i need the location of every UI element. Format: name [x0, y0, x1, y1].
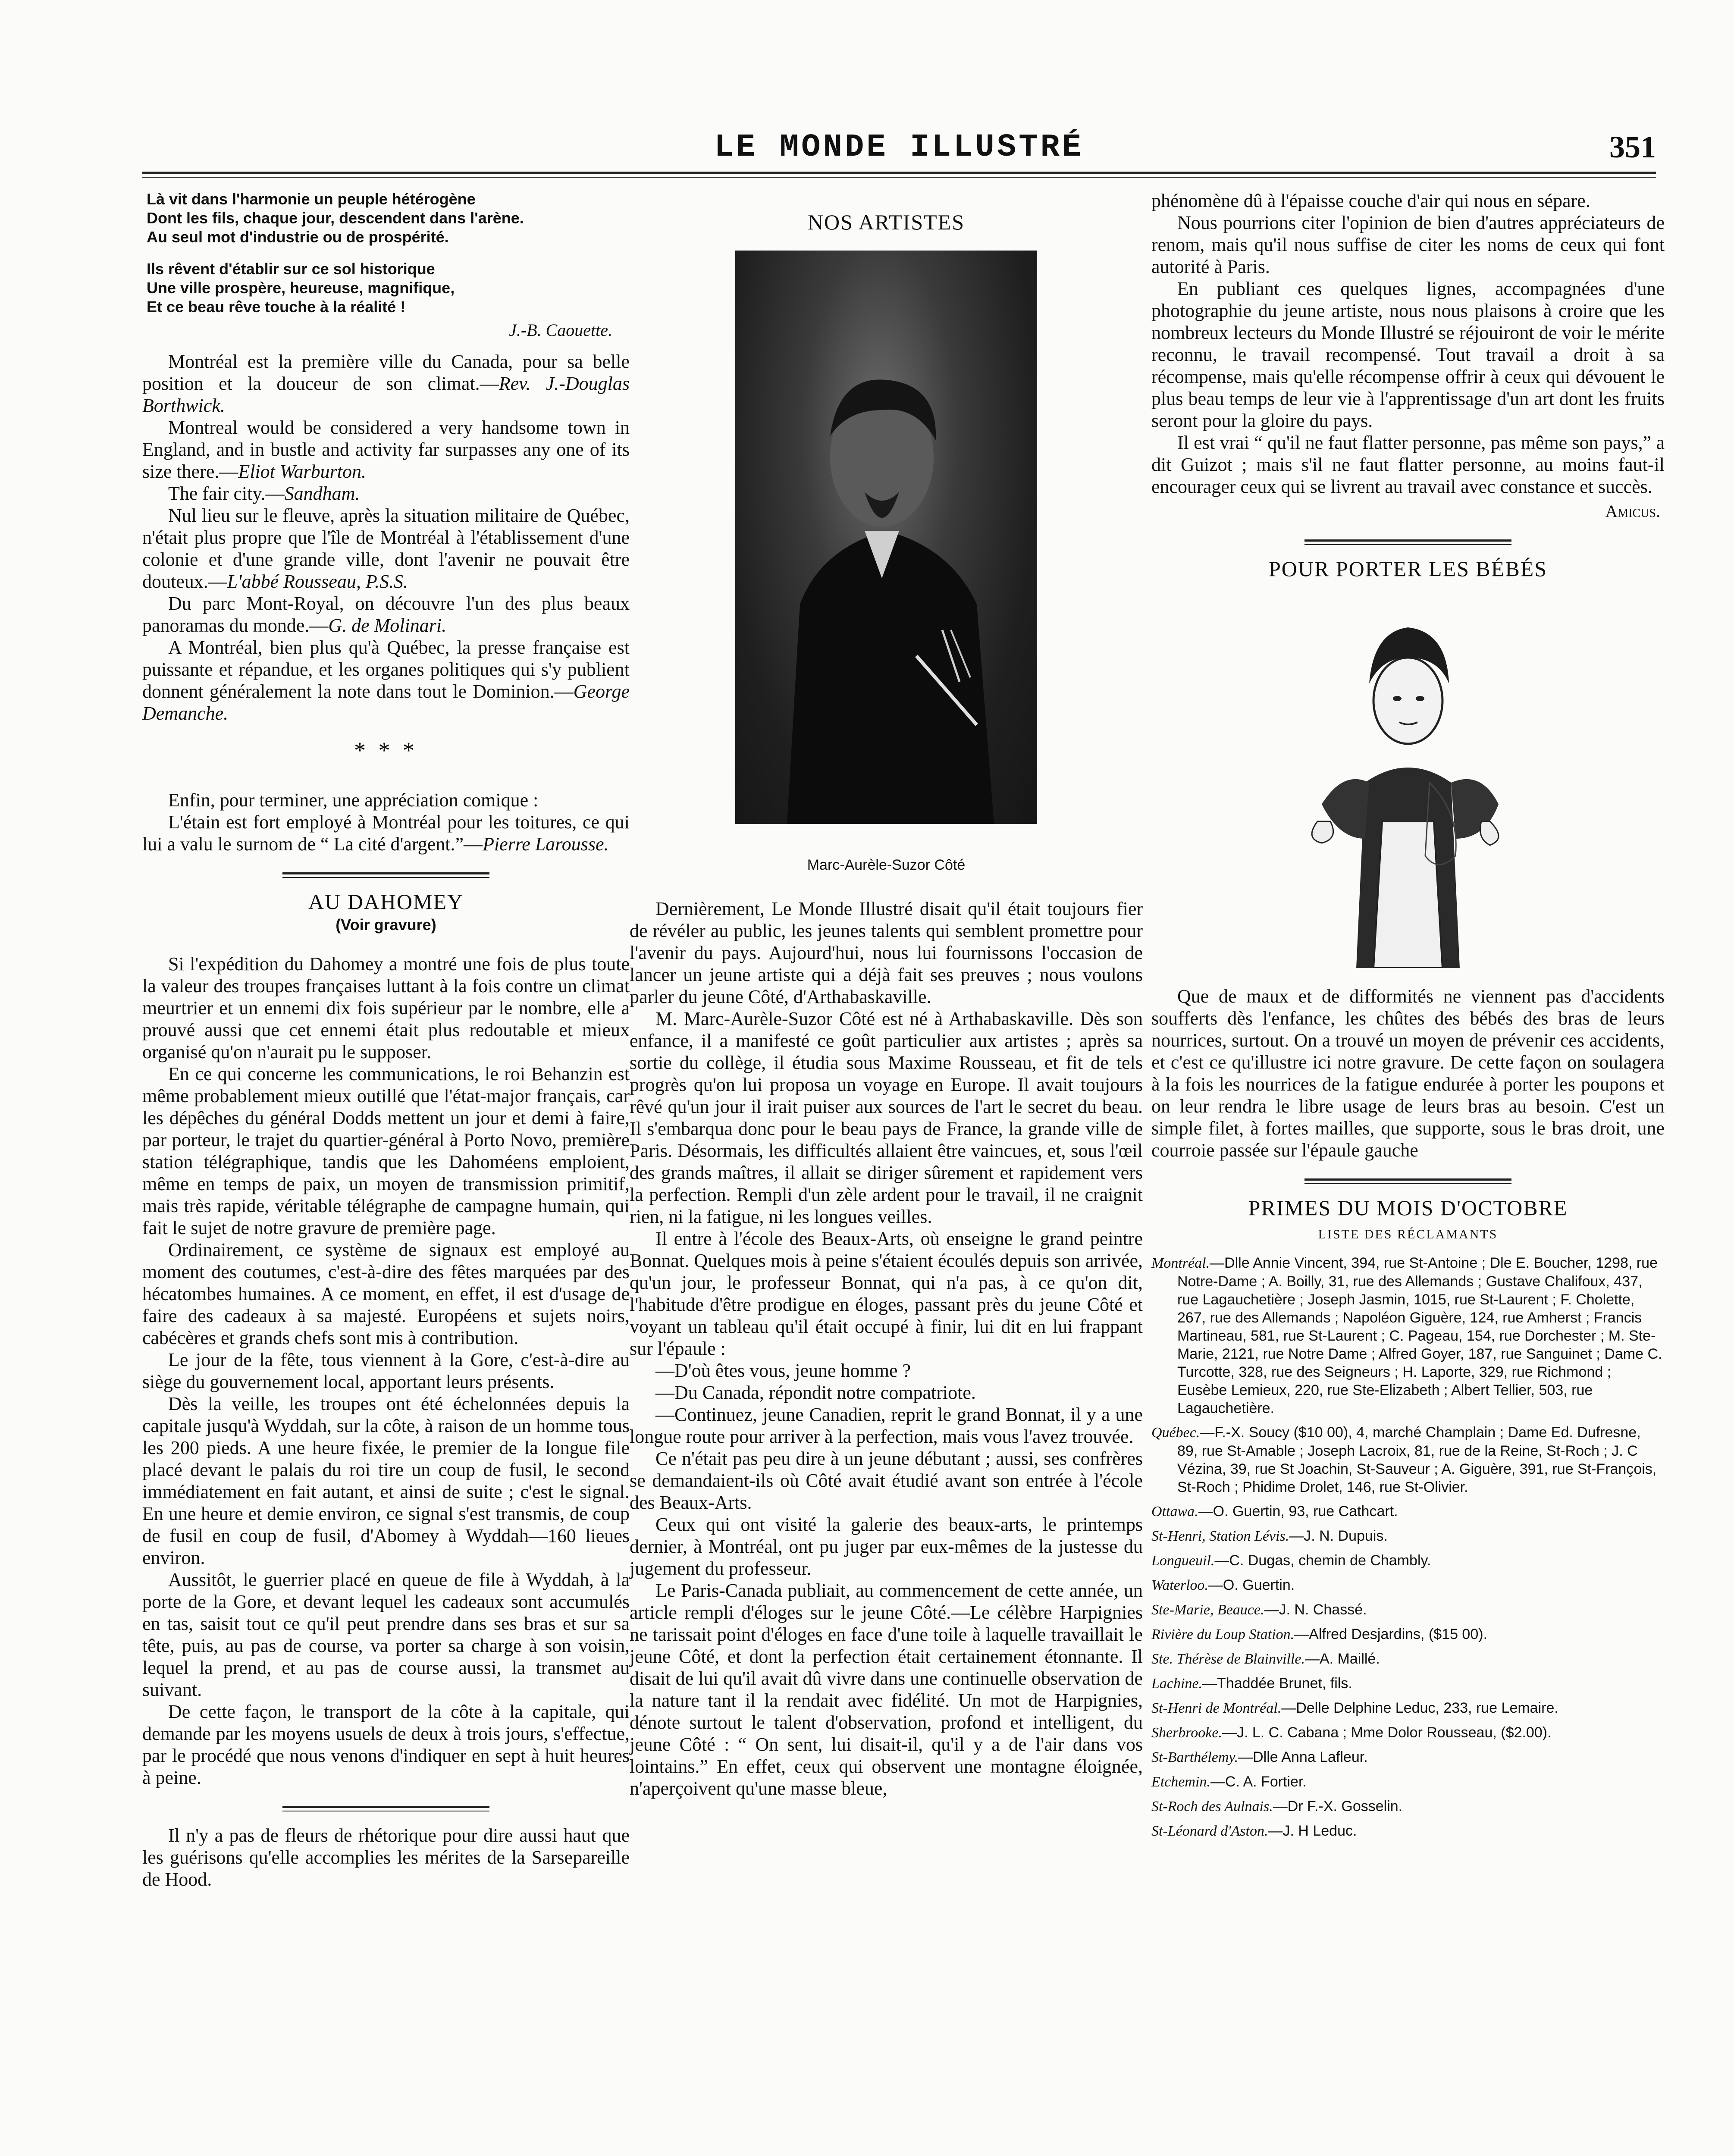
artistes-paragraph: —Continuez, jeune Canadien, reprit le grand Bonnat, il y a une longue route pour arriver à la perfection, mais vous l'avez trouvée. — [630, 1404, 1143, 1447]
verse-signature: J.-B. Caouette. — [509, 320, 612, 340]
section-divider — [282, 1806, 489, 1811]
quote-paragraph: A Montréal, bien plus qu'à Québec, la presse française est puissante et répandue, et les organes politiques qui s'y publient donnent généralement la note dans tout le Dominion.—George Demanche. — [142, 637, 630, 724]
masthead — [142, 129, 1656, 168]
section-divider — [1304, 539, 1511, 545]
nurse-engraving — [1257, 597, 1559, 968]
section-divider — [1304, 1178, 1511, 1184]
article-signature: Amicus. — [1605, 501, 1660, 521]
artistes-continued: phénomène dû à l'épaisse couche d'air qui nous en sépare. — [1151, 190, 1590, 211]
artistes-paragraph: —Du Canada, répondit notre compatriote. — [655, 1382, 976, 1403]
dahomey-paragraph: En ce qui concerne les communications, le roi Behanzin est même probablement mieux outillé que l'état-major français, car les dépêches du général Dodds mettent un jour et demi à faire, par porteur, le trajet du quartier-général à Porto Novo, première station télégraphique, tandis que les Dahoméens emploient, même en temps de paix, un moyen de transmission primitif, mais très rapide, véritable télégraphe de campagne humain, qui fait le sujet de notre gravure de première page. — [142, 1063, 630, 1238]
verse-stanza-1: Là vit dans l'harmonie un peuple hétérogène Dont les fils, chaque jour, descendent dans l'arène. Au seul mot d'industrie ou de prospérité. — [147, 190, 524, 246]
comic-intro: Enfin, pour terminer, une appréciation comique : — [168, 790, 539, 811]
artistes-paragraph: Le Paris-Canada publiait, au commencement de cette année, un article rempli d'éloges sur le jeune Côté.—Le célèbre Harpignies ne tarissait point d'éloges en face d'une toile à laquelle travaillait le jeune Côté, et dont la perfection était certainement étonnante. Il disait de lui qu'il avait dû vivre dans une continuelle observation de la nature tant il la rendait avec fidélité. Un mot de Harpignies, dénote surtout le talent d'observation, profond et intelligent, du jeune Côté : “ On sent, lui disait-il, qu'il y a de l'air dans vos lointains.” En effet, ceux qui observent une montagne éloignée, n'aperçoivent qu'une masse bleue, — [630, 1580, 1143, 1799]
hood-advert: Il n'y a pas de fleurs de rhétorique pour dire aussi haut que les guérisons qu'elle accomplies les mérites de la Sarsepareille de Hood. — [142, 1825, 630, 1890]
primes-list-heading: LISTE DES RÉCLAMANTS — [1318, 1227, 1498, 1241]
dahomey-title: AU DAHOMEY — [308, 890, 464, 914]
list-item: St-Roch des Aulnais.—Dr F.-X. Gosselin. — [1151, 1798, 1403, 1814]
artistes-paragraph: —D'où êtes vous, jeune homme ? — [655, 1360, 911, 1381]
artistes-paragraph: Ceux qui ont visité la galerie des beaux-arts, le printemps dernier, à Montréal, ont pu juger par eux-mêmes de la justesse du jugement du professeur. — [630, 1514, 1143, 1579]
publication-title: LE MONDE ILLUSTRÉ — [714, 129, 1084, 166]
bebes-title: POUR PORTER LES BÉBÉS — [1268, 557, 1548, 581]
dahomey-paragraph: Ordinairement, ce système de signaux est employé au moment des coutumes, c'est-à-dire des fêtes marquées par des hécatombes humaines. A ce moment, en effet, il est d'usage de faire des cadeaux à sa majesté. Européens et sujets noirs, cabécères et grands chefs sont mis à contribution. — [142, 1239, 630, 1348]
list-item: Ste. Thérèse de Blainville.—A. Maillé. — [1151, 1651, 1380, 1667]
nurse-figure — [1257, 597, 1559, 968]
bebes-paragraph: Que de maux et de difformités ne viennent pas d'accidents soufferts dès l'enfance, les chûtes des bébés des bras de leurs nourrices, surtout. On a trouvé un moyen de prévenir ces accidents, et c'est ce qu'illustre ici notre gravure. De cette façon on soulagera à la fois les nourrices de la fatigue endurée à porter les poupons et on leur rendra le libre usage de leurs bras au besoin. C'est un simple filet, à fortes mailles, que supporte, sous le bras droit, une courroie passée sur l'épaule gauche — [1151, 986, 1665, 1161]
column-center — [630, 190, 1143, 1799]
quote-paragraph: Montreal would be considered a very handsome town in England, and in bustle and activity far surpasses any one of its size there.—Eliot Warburton. — [142, 417, 630, 482]
list-item: St-Barthélemy.—Dlle Anna Lafleur. — [1151, 1749, 1368, 1765]
artistes-title: NOS ARTISTES — [807, 210, 965, 234]
quote-paragraph: Nul lieu sur le fleuve, après la situation militaire de Québec, n'était plus propre que l'île de Montréal à l'établissement d'une colonie et d'une grande ville, dont l'avenir ne pouvait être douteux.—L'abbé Rousseau, P.S.S. — [142, 505, 630, 592]
list-item: Québec.—F.-X. Soucy ($10 00), 4, marché Champlain ; Dame Ed. Dufresne, 89, rue St-Amable ; Joseph Lacroix, 81, rue de la Reine, St-Roch ; J. C Vézina, 39, rue St Joachin, St-Sauveur ; A. Giguère, 391, rue St-François, St-Roch ; Phidime Drolet, 146, rue St-Olivier. — [1151, 1424, 1657, 1495]
section-divider — [282, 872, 489, 878]
list-item: St-Léonard d'Aston.—J. H Leduc. — [1151, 1823, 1357, 1839]
list-item: Ste-Marie, Beauce.—J. N. Chassé. — [1151, 1601, 1367, 1618]
artistes-continued: En publiant ces quelques lignes, accompagnées d'une photographie du jeune artiste, nous nous plaisons à croire que les nombreux lecteurs du Monde Illustré se réjouiront de voir le mérite reconnu, le travail recompensé. Tout travail a droit à sa récompense, mais qu'elle récompense offrir à ceux qui dévouent le plus beau temps de leur vie à l'apprentissage d'un art dont les fruits seront pour la gloire du pays. — [1151, 278, 1665, 431]
quote-paragraph: Montréal est la première ville du Canada, pour sa belle position et la douceur de son climat.—Rev. J.-Douglas Borthwick. — [142, 351, 630, 416]
list-item: Waterloo.—O. Guertin. — [1151, 1577, 1295, 1593]
page-number: 351 — [1609, 130, 1656, 164]
list-item: St-Henri de Montréal.—Delle Delphine Leduc, 233, rue Lemaire. — [1151, 1700, 1558, 1716]
dahomey-paragraph: Dès la veille, les troupes ont été échelonnées depuis la capitale jusqu'à Wyddah, sur la côte, à raison de un homme tous les 200 pieds. A une heure fixée, le premier de la longue file placé devant le palais du roi tire un coup de fusil, le second immédiatement en fait autant, et ainsi de suite ; c'est le signal. En une heure et demie environ, ce signal s'est transmis, de coup de fusil en coup de fusil, d'Abomey à Wyddah—160 lieues environ. — [142, 1393, 630, 1568]
artistes-paragraph: Ce n'était pas peu dire à un jeune débutant ; aussi, ses confrères se demandaient-ils où Côté avait étudié avant son entrée à l'école des Beaux-Arts. — [630, 1448, 1143, 1513]
dahomey-paragraph: De cette façon, le transport de la côte à la capitale, qui demande par les moyens usuels de deux à trois jours, s'effectue, par le procédé que nous venons d'indiquer en sept à huit heures à peine. — [142, 1701, 630, 1788]
artistes-paragraph: Il entre à l'école des Beaux-Arts, où enseigne le grand peintre Bonnat. Quelques mois à peine s'étaient écoulés depuis son arrivée, qu'un jour, le professeur Bonnat, qui n'a pas, à ce qu'on dit, l'habitude d'être prodigue en éloges, passant près du jeune Côté et voyant un tableau qu'il était occupé à finir, lui dit en lui frappant sur l'épaule : — [630, 1228, 1143, 1359]
section-stars: * * * — [354, 737, 418, 763]
artistes-continued: Il est vrai “ qu'il ne faut flatter personne, pas même son pays,” a dit Guizot ; mais s'il ne faut flatter personne, au moins faut-il encourager ceux qui se livrent au travail avec constance et succès. — [1151, 432, 1665, 497]
portrait-figure — [735, 251, 1037, 824]
header-rule-thin — [142, 177, 1656, 178]
list-item: Sherbrooke.—J. L. C. Cabana ; Mme Dolor Rousseau, ($2.00). — [1151, 1724, 1552, 1741]
header-rule — [142, 172, 1656, 174]
dahomey-paragraph: Aussitôt, le guerrier placé en queue de file à Wyddah, à la porte de la Gore, et devant lequel les cadeaux sont accumulés en tas, saisit tout ce qu'il peut prendre dans ses bras et sur sa tête, puis, au pas de course, va porter sa charge à son voisin, lequel la prend, et au pas de course aussi, la transmet au suivant. — [142, 1569, 630, 1700]
primes-title: PRIMES DU MOIS D'OCTOBRE — [1248, 1196, 1568, 1220]
dahomey-paragraph: Si l'expédition du Dahomey a montré une fois de plus toute la valeur des troupes françaises luttant à la fois contre un climat meurtrier et un ennemi dix fois supérieur par le nombre, elle a prouvé aussi que cet ennemi était plus redoutable et mieux organisé qu'on n'aurait pu le supposer. — [142, 953, 630, 1062]
artistes-paragraph: M. Marc-Aurèle-Suzor Côté est né à Arthabaskaville. Dès son enfance, il a manifesté ce goût particulier aux artistes ; après sa sortie du collège, il étudia sous Maxime Rousseau, et fit de tels progrès qu'on lui proposa un voyage en Europe. Il avait toujours rêvé qu'un jour il irait puiser aux sources de l'art le secret du beau. Il s'embarqua donc pour le beau pays de France, la grande ville de Paris. Désormais, les difficultés allaient être vaincues, et, sous l'œil des grands maîtres, il allait se diriger sûrement et rapidement vers la perfection. Rempli d'un zèle ardent pour le travail, il ne craignit rien, ni la fatigue, ni les longues veilles. — [630, 1008, 1143, 1227]
dahomey-subtitle: (Voir gravure) — [336, 916, 436, 934]
artistes-continued: Nous pourrions citer l'opinion de bien d'autres appréciateurs de renom, mais qu'il nous suffise de citer les noms de ceux qui font autorité à Paris. — [1151, 212, 1665, 277]
portrait-caption: Marc-Aurèle-Suzor Côté — [807, 857, 966, 873]
list-item: Lachine.—Thaddée Brunet, fils. — [1151, 1675, 1352, 1692]
list-item: Longueuil.—C. Dugas, chemin de Chambly. — [1151, 1552, 1431, 1569]
quote-paragraph: The fair city.—Sandham. — [168, 483, 360, 504]
list-item: Ottawa.—O. Guertin, 93, rue Cathcart. — [1151, 1503, 1398, 1520]
verse-stanza-2: Ils rêvent d'établir sur ce sol historique Une ville prospère, heureuse, magnifique, Et ce beau rêve touche à la réalité ! — [147, 260, 455, 316]
dahomey-paragraph: Le jour de la fête, tous viennent à la Gore, c'est-à-dire au siège du gouvernement local, apportant leurs présents. — [142, 1349, 630, 1392]
list-item: St-Henri, Station Lévis.—J. N. Dupuis. — [1151, 1528, 1388, 1544]
comic-quote: L'étain est fort employé à Montréal pour les toitures, ce qui lui a valu le surnom de “ La cité d'argent.”—Pierre Larousse. — [142, 812, 630, 855]
column-left — [142, 190, 630, 1890]
column-right — [1151, 190, 1665, 1846]
list-item: Montréal.—Dlle Annie Vincent, 394, rue St-Antoine ; Dle E. Boucher, 1298, rue Notre-Dame ; A. Boilly, 31, rue des Allemands ; Gustave Chalifoux, 437, rue Lagauchetière ; Joseph Jasmin, 1015, rue St-Laurent ; F. Cholette, 267, rue des Allemands ; Napoléon Giguère, 124, rue Amherst ; Francis Martineau, 581, rue St-Laurent ; C. Pageau, 154, rue Dorchester ; M. Ste-Marie, 2121, rue Notre Dame ; Alfred Goyer, 187, rue Sanguinet ; Dame C. Turcotte, 328, rue des Seigneurs ; H. Laporte, 329, rue Richmond ; Eusèbe Lemieux, 220, rue Ste-Elizabeth ; Albert Tellier, 503, rue Lagauchetière. — [1151, 1255, 1662, 1416]
quote-paragraph: Du parc Mont-Royal, on découvre l'un des plus beaux panoramas du monde.—G. de Molinari. — [142, 593, 630, 636]
list-item: Etchemin.—C. A. Fortier. — [1151, 1774, 1307, 1790]
portrait-photo — [735, 251, 1037, 824]
artistes-paragraph: Dernièrement, Le Monde Illustré disait qu'il était toujours fier de révéler au public, les jeunes talents qui semblent promettre pour l'avenir du pays. Aujourd'hui, nous lui fournissons l'occasion de lancer un jeune artiste qui a déjà fait ses preuves ; nous voulons parler du jeune Côté, d'Arthabaskaville. — [630, 898, 1143, 1007]
list-item: Rivière du Loup Station.—Alfred Desjardins, ($15 00). — [1151, 1626, 1488, 1642]
